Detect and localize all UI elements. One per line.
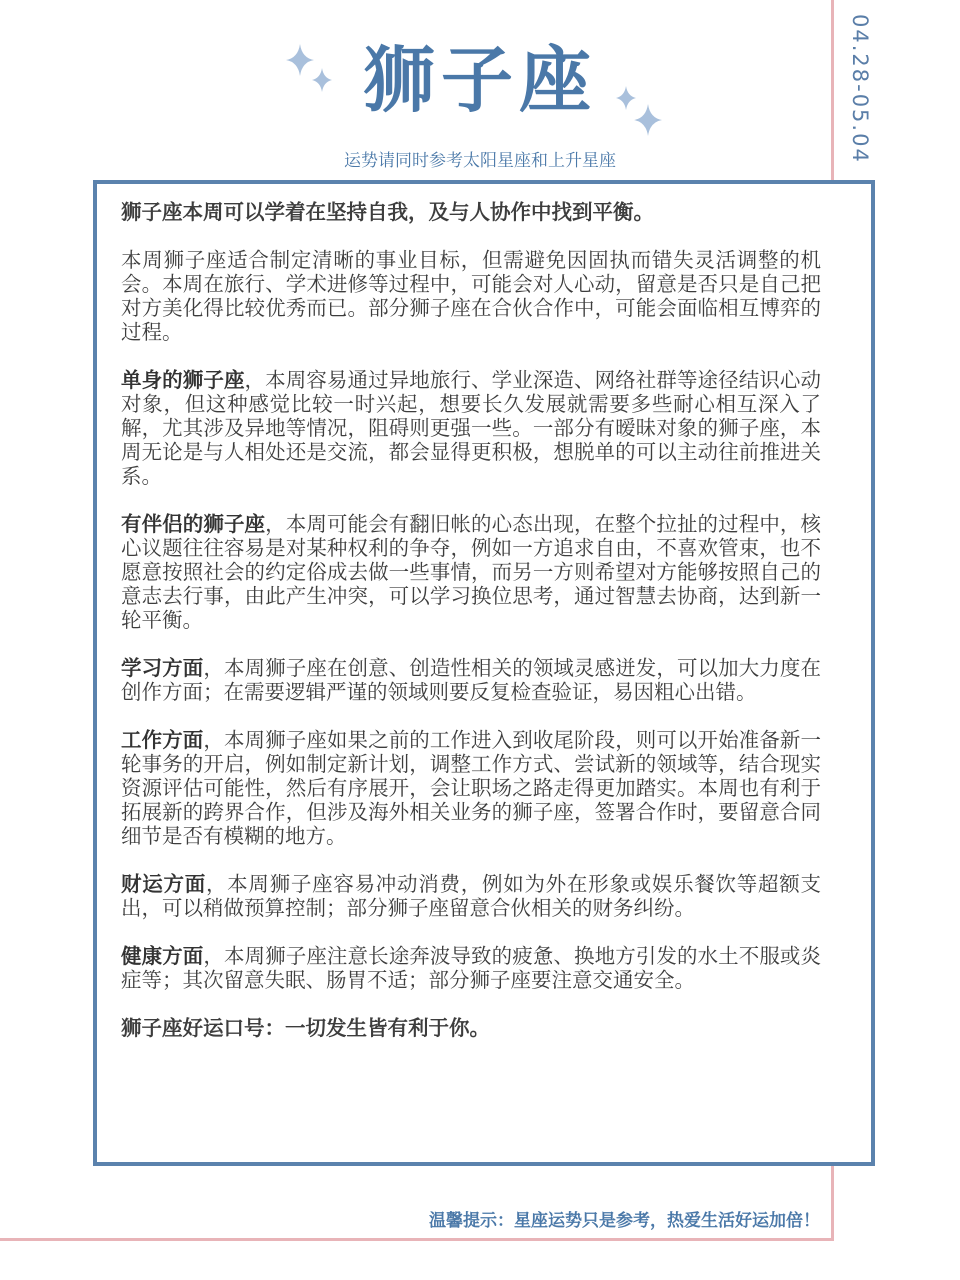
page-title: 狮子座: [362, 38, 597, 122]
section-health: [121, 944, 821, 992]
section-finance: [121, 872, 821, 920]
section-heading: 学习方面: [121, 656, 204, 680]
section-text: ，本周狮子座容易冲动消费，例如为外在形象或娱乐餐饮等超额支出，可以稍做预算控制；部分狮子座留意合伙相关的财务纠纷。: [121, 872, 821, 920]
section-text: ，本周可能会有翻旧帐的心态出现，在整个拉扯的过程中，核心议题往往容易是对某种权利的争夺，例如一方追求自由，不喜欢管束，也不愿意按照社会的约定俗成去做一些事情，而另一方则希望对方能够按照自己的意志去行事，由此产生冲突，可以学习换位思考，通过智慧去协商，达到新一轮平衡。: [121, 512, 822, 632]
intro-paragraph: 本周狮子座适合制定清晰的事业目标，但需避免因固执而错失灵活调整的机会。本周在旅行、学术进修等过程中，可能会对人心动，留意是否只是自己把对方美化得比较优秀而已。部分狮子座在合伙合作中，可能会面临相互博弈的过程。: [121, 248, 821, 344]
section-single: [121, 368, 821, 488]
lucky-slogan: 狮子座好运口号：一切发生皆有利于你。: [121, 1016, 490, 1040]
lead-sentence: 狮子座本周可以学着在坚持自我，及与人协作中找到平衡。: [121, 200, 654, 224]
sparkle-icon: [612, 84, 666, 138]
section-text: ，本周容易通过异地旅行、学业深造、网络社群等途径结识心动对象，但这种感觉比较一时兴起，想要长久发展就需要多些耐心相互深入了解，尤其涉及异地等情况，阻碍则更强一些。一部分有暧昧对象的狮子座，本周无论是与人相处还是交流，都会显得更积极，想脱单的可以主动往前推进关系。: [121, 368, 821, 488]
date-range: 04.28-05.04: [848, 14, 872, 164]
section-text: ，本周狮子座注意长途奔波导致的疲惫、换地方引发的水土不服或炎症等；其次留意失眠、肠胃不适；部分狮子座要注意交通安全。: [121, 944, 822, 992]
section-heading: 工作方面: [121, 728, 204, 752]
footer-tip: 温馨提示：星座运势只是参考，热爱生活好运加倍！: [429, 1211, 820, 1231]
pink-frame-horizontal-line: [0, 1238, 834, 1241]
section-heading: 健康方面: [121, 944, 204, 968]
sparkle-icon: [284, 42, 338, 96]
horoscope-card: [93, 180, 875, 1166]
section-heading: 有伴侣的狮子座: [121, 512, 266, 536]
section-text: ，本周狮子座如果之前的工作进入到收尾阶段，则可以开始准备新一轮事务的开启，例如制定新计划，调整工作方式、尝试新的领域等，结合现实资源评估可能性，然后有序展开，会让职场之路走得更加踏实。本周也有利于拓展新的跨界合作，但涉及海外相关业务的狮子座，签署合作时，要留意合同细节是否有模糊的地方。: [121, 728, 822, 848]
section-partnered: [121, 512, 821, 632]
section-heading: 单身的狮子座: [121, 368, 245, 392]
horoscope-content: [121, 200, 821, 1064]
section-work: [121, 728, 821, 848]
section-text: ，本周狮子座在创意、创造性相关的领域灵感迸发，可以加大力度在创作方面；在需要逻辑严谨的领域则要反复检查验证，易因粗心出错。: [121, 656, 822, 704]
section-heading: 财运方面: [121, 872, 206, 896]
subtitle: 运势请同时参考太阳星座和上升星座: [344, 151, 616, 171]
section-study: [121, 656, 821, 704]
